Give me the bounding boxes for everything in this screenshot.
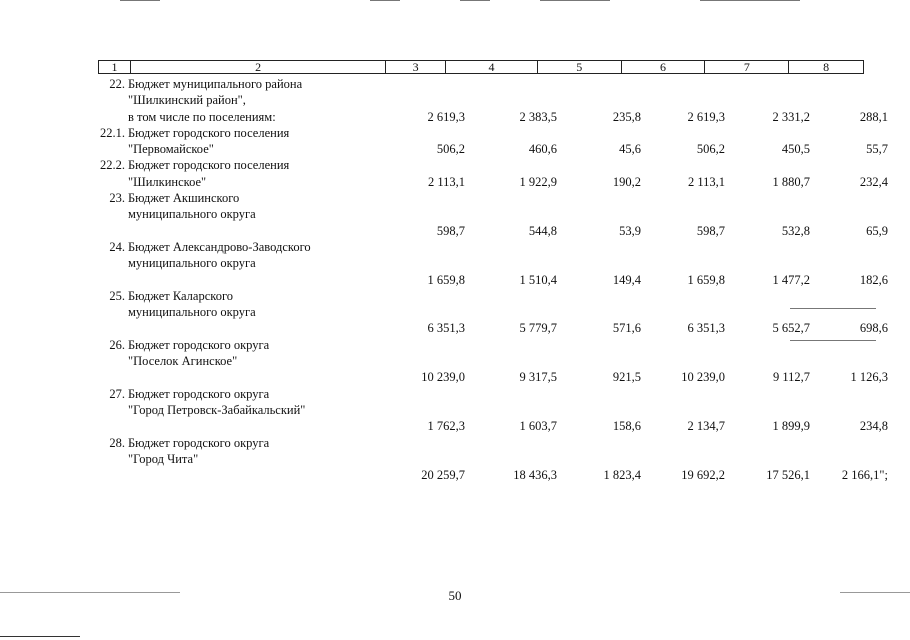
scan-artifact xyxy=(700,0,800,1)
budget-name-line: Бюджет городского поселения xyxy=(128,158,290,173)
row-values xyxy=(386,141,891,157)
budget-name xyxy=(128,288,386,337)
budget-table xyxy=(98,76,888,483)
value-col-8: 2 166,1"; xyxy=(841,468,888,483)
value-col-7: 450,5 xyxy=(781,142,810,157)
value-col-5: 921,5 xyxy=(612,370,641,385)
value-col-6: 2 134,7 xyxy=(687,419,725,434)
table-header xyxy=(98,60,864,74)
value-col-8: 1 126,3 xyxy=(850,370,888,385)
row-number: 27. xyxy=(109,386,125,401)
budget-name-line: "Первомайское" xyxy=(128,142,214,157)
budget-name-line: Бюджет Акшинского xyxy=(128,191,240,206)
value-col-7: 2 331,2 xyxy=(772,109,810,124)
value-col-8: 55,7 xyxy=(866,142,888,157)
header-col-4: 4 xyxy=(446,61,538,73)
table-row xyxy=(98,239,888,288)
scan-artifact xyxy=(790,340,876,341)
scan-artifact xyxy=(0,636,80,637)
value-col-8: 65,9 xyxy=(866,223,888,238)
value-col-8: 234,8 xyxy=(859,419,888,434)
budget-name-line: муниципального округа xyxy=(128,207,256,222)
value-col-7: 9 112,7 xyxy=(772,370,810,385)
budget-name-line: Бюджет городского округа xyxy=(128,435,270,450)
scan-artifact xyxy=(790,308,876,309)
value-col-4: 18 436,3 xyxy=(513,468,557,483)
row-number: 22. xyxy=(109,77,125,91)
table-row xyxy=(98,386,888,435)
value-col-6: 10 239,0 xyxy=(681,370,725,385)
table-row xyxy=(98,435,888,484)
row-values xyxy=(386,467,891,483)
value-col-5: 571,6 xyxy=(612,321,641,336)
row-number: 24. xyxy=(109,239,125,254)
scan-artifact xyxy=(370,0,400,1)
value-col-6: 598,7 xyxy=(696,223,725,238)
value-col-7: 1 880,7 xyxy=(772,174,810,189)
value-col-5: 53,9 xyxy=(619,223,641,238)
value-col-3: 6 351,3 xyxy=(427,321,465,336)
value-col-4: 1 603,7 xyxy=(519,419,557,434)
table-row xyxy=(98,76,888,125)
budget-name-line: "Поселок Агинское" xyxy=(128,354,238,369)
header-col-1: 1 xyxy=(99,61,131,73)
value-col-5: 190,2 xyxy=(612,174,641,189)
row-values xyxy=(386,272,891,288)
row-number: 28. xyxy=(109,435,125,450)
budget-name xyxy=(128,125,386,158)
row-values xyxy=(386,320,891,336)
value-col-4: 460,6 xyxy=(528,142,557,157)
value-col-4: 1 922,9 xyxy=(519,174,557,189)
budget-name-line: "Шилкинский район", xyxy=(128,93,246,108)
value-col-3: 20 259,7 xyxy=(421,468,465,483)
value-col-5: 45,6 xyxy=(619,142,641,157)
value-col-6: 2 113,1 xyxy=(687,174,725,189)
value-col-7: 532,8 xyxy=(781,223,810,238)
table-row xyxy=(98,288,888,337)
row-values xyxy=(386,223,891,239)
value-col-7: 1 477,2 xyxy=(772,272,810,287)
header-col-8: 8 xyxy=(823,60,830,74)
value-col-7: 5 652,7 xyxy=(772,321,810,336)
budget-name xyxy=(128,157,386,190)
row-number: 23. xyxy=(109,191,125,206)
scan-artifact xyxy=(540,0,610,1)
table-row xyxy=(98,125,888,158)
value-col-8: 182,6 xyxy=(859,272,888,287)
budget-name-line: муниципального округа xyxy=(128,305,256,320)
budget-name-line: "Город Петровск-Забайкальский" xyxy=(128,402,306,417)
budget-name-line: Бюджет городского поселения xyxy=(128,125,290,140)
value-col-4: 1 510,4 xyxy=(519,272,557,287)
value-col-8: 232,4 xyxy=(859,174,888,189)
budget-name-line: Бюджет городского округа xyxy=(128,386,270,401)
value-col-6: 506,2 xyxy=(696,142,725,157)
value-col-3: 2 619,3 xyxy=(427,109,465,124)
value-col-3: 506,2 xyxy=(436,142,465,157)
budget-name xyxy=(128,239,386,288)
value-col-3: 2 113,1 xyxy=(427,174,465,189)
value-col-6: 19 692,2 xyxy=(681,468,725,483)
budget-name-line: Бюджет Александрово-Заводского xyxy=(128,239,311,254)
header-col-5: 5 xyxy=(538,61,622,73)
budget-name xyxy=(128,435,386,484)
page-number: 50 xyxy=(448,588,462,603)
scan-artifact xyxy=(120,0,160,1)
value-col-8: 288,1 xyxy=(859,109,888,124)
value-col-3: 598,7 xyxy=(436,223,465,238)
budget-name-line: муниципального округа xyxy=(128,256,256,271)
value-col-5: 1 823,4 xyxy=(603,468,641,483)
budget-name-line: "Город Чита" xyxy=(128,451,199,466)
table-row xyxy=(98,157,888,190)
table-row xyxy=(98,337,888,386)
value-col-7: 1 899,9 xyxy=(772,419,810,434)
value-col-5: 158,6 xyxy=(612,419,641,434)
row-number: 25. xyxy=(109,288,125,303)
value-col-3: 1 762,3 xyxy=(427,419,465,434)
header-col-2: 2 xyxy=(131,61,386,73)
budget-name xyxy=(128,386,386,435)
budget-name xyxy=(128,190,386,239)
value-col-8: 698,6 xyxy=(859,321,888,336)
scan-artifact xyxy=(460,0,490,1)
row-number: 22.1. xyxy=(100,125,125,140)
header-col-3: 3 xyxy=(386,61,446,73)
row-number: 22.2. xyxy=(100,158,125,173)
row-values xyxy=(386,174,891,190)
value-col-4: 2 383,5 xyxy=(519,109,557,124)
value-col-6: 1 659,8 xyxy=(687,272,725,287)
budget-name-line: в том числе по поселениям: xyxy=(128,109,276,124)
value-col-5: 149,4 xyxy=(612,272,641,287)
table-row xyxy=(98,190,888,239)
value-col-3: 1 659,8 xyxy=(427,272,465,287)
budget-name-line: "Шилкинское" xyxy=(128,174,207,189)
value-col-4: 5 779,7 xyxy=(519,321,557,336)
value-col-6: 2 619,3 xyxy=(687,109,725,124)
row-values xyxy=(386,369,891,385)
row-values xyxy=(386,109,891,125)
header-col-7: 7 xyxy=(705,61,789,73)
budget-name xyxy=(128,337,386,386)
budget-name-line: Бюджет муниципального района xyxy=(128,77,303,91)
budget-name xyxy=(128,76,386,125)
row-number: 26. xyxy=(109,337,125,352)
value-col-6: 6 351,3 xyxy=(687,321,725,336)
row-values xyxy=(386,418,891,434)
header-col-6: 6 xyxy=(622,61,706,73)
value-col-5: 235,8 xyxy=(612,109,641,124)
budget-name-line: Бюджет городского округа xyxy=(128,337,270,352)
value-col-4: 9 317,5 xyxy=(519,370,557,385)
budget-name-line: Бюджет Каларского xyxy=(128,288,234,303)
value-col-3: 10 239,0 xyxy=(421,370,465,385)
value-col-7: 17 526,1 xyxy=(766,468,810,483)
value-col-4: 544,8 xyxy=(528,223,557,238)
